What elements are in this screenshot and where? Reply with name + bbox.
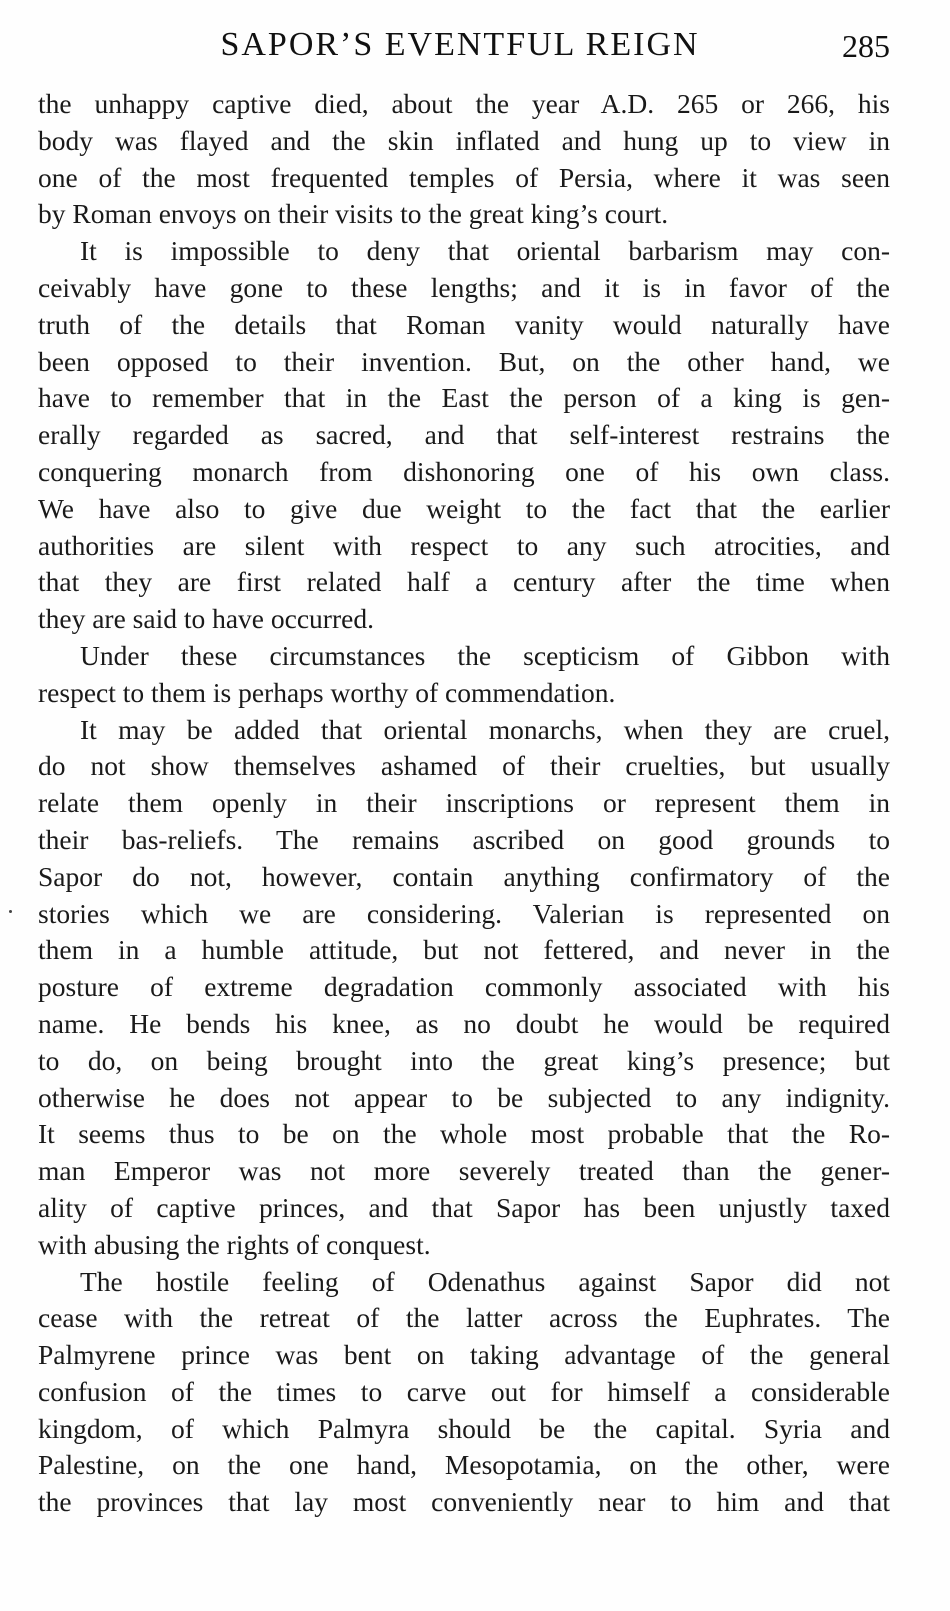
text-line: It seems thus to be on the whole most probable that the Ro- bbox=[38, 1118, 890, 1150]
text-line: cease with the retreat of the latter across the Euphrates. The bbox=[38, 1302, 890, 1334]
body-text bbox=[38, 86, 890, 1521]
text-line: erally regarded as sacred, and that self-interest restrains the bbox=[38, 419, 890, 451]
text-line: they are said to have occurred. bbox=[38, 603, 374, 635]
text-line: their bas-reliefs. The remains ascribed on good grounds to bbox=[38, 823, 890, 855]
text-line: Sapor do not, however, contain anything confirmatory of the bbox=[38, 860, 890, 892]
text-line: body was flayed and the skin inflated and hung up to view in bbox=[38, 124, 890, 156]
text-line: the provinces that lay most conveniently near to him and that bbox=[38, 1486, 890, 1518]
page-number: 285 bbox=[842, 28, 890, 64]
paragraph-first-line: It may be added that oriental monarchs, when they are cruel, bbox=[80, 713, 890, 745]
paragraph-first-line: It is impossible to deny that oriental barbarism may con- bbox=[80, 235, 890, 267]
text-line: stories which we are considering. Valerian is represented on bbox=[38, 897, 890, 929]
text-line: respect to them is perhaps worthy of commendation. bbox=[38, 676, 616, 708]
text-line: the unhappy captive died, about the year A.D. 265 or 266, his bbox=[38, 88, 890, 119]
running-title: SAPOR’S EVENTFUL REIGN bbox=[220, 26, 700, 63]
text-line: to do, on being brought into the great king’s presence; but bbox=[38, 1044, 890, 1076]
text-line: have to remember that in the East the person of a king is gen- bbox=[38, 382, 890, 414]
text-line: do not show themselves ashamed of their cruelties, but usually bbox=[38, 750, 890, 782]
paragraph-first-line: Under these circumstances the scepticism of Gibbon with bbox=[80, 639, 890, 671]
text-line: kingdom, of which Palmyra should be the capital. Syria and bbox=[38, 1412, 890, 1444]
text-line: authorities are silent with respect to any such atrocities, and bbox=[38, 529, 890, 561]
text-line: Palestine, on the one hand, Mesopotamia, on the other, were bbox=[38, 1449, 890, 1481]
text-line: relate them openly in their inscriptions or represent them in bbox=[38, 787, 890, 819]
text-line: with abusing the rights of conquest. bbox=[38, 1228, 431, 1260]
text-line: name. He bends his knee, as no doubt he would be required bbox=[38, 1007, 890, 1039]
paragraph-first-line: The hostile feeling of Odenathus against Sapor did not bbox=[80, 1265, 890, 1297]
text-line: them in a humble attitude, but not fettered, and never in the bbox=[38, 934, 890, 966]
text-line: ceivably have gone to these lengths; and it is in favor of the bbox=[38, 271, 890, 303]
text-line: conquering monarch from dishonoring one of his own class. bbox=[38, 455, 890, 487]
text-line: that they are first related half a century after the time when bbox=[38, 566, 890, 598]
text-line: truth of the details that Roman vanity would naturally have bbox=[38, 308, 890, 340]
text-line: Palmyrene prince was bent on taking advantage of the general bbox=[38, 1339, 890, 1371]
text-line: by Roman envoys on their visits to the great king’s court. bbox=[38, 198, 669, 230]
text-line: been opposed to their invention. But, on the other hand, we bbox=[38, 345, 890, 377]
text-line: ality of captive princes, and that Sapor has been unjustly taxed bbox=[38, 1191, 890, 1223]
text-line: posture of extreme degradation commonly associated with his bbox=[38, 971, 890, 1003]
text-line: confusion of the times to carve out for himself a considerable bbox=[38, 1375, 890, 1407]
margin-speck bbox=[9, 910, 12, 913]
text-line: We have also to give due weight to the fact that the earlier bbox=[38, 492, 890, 524]
running-head bbox=[0, 22, 950, 72]
text-line: otherwise he does not appear to be subjected to any indignity. bbox=[38, 1081, 890, 1113]
text-line: one of the most frequented temples of Persia, where it was seen bbox=[38, 161, 890, 193]
text-line: man Emperor was not more severely treated than the gener- bbox=[38, 1155, 890, 1187]
